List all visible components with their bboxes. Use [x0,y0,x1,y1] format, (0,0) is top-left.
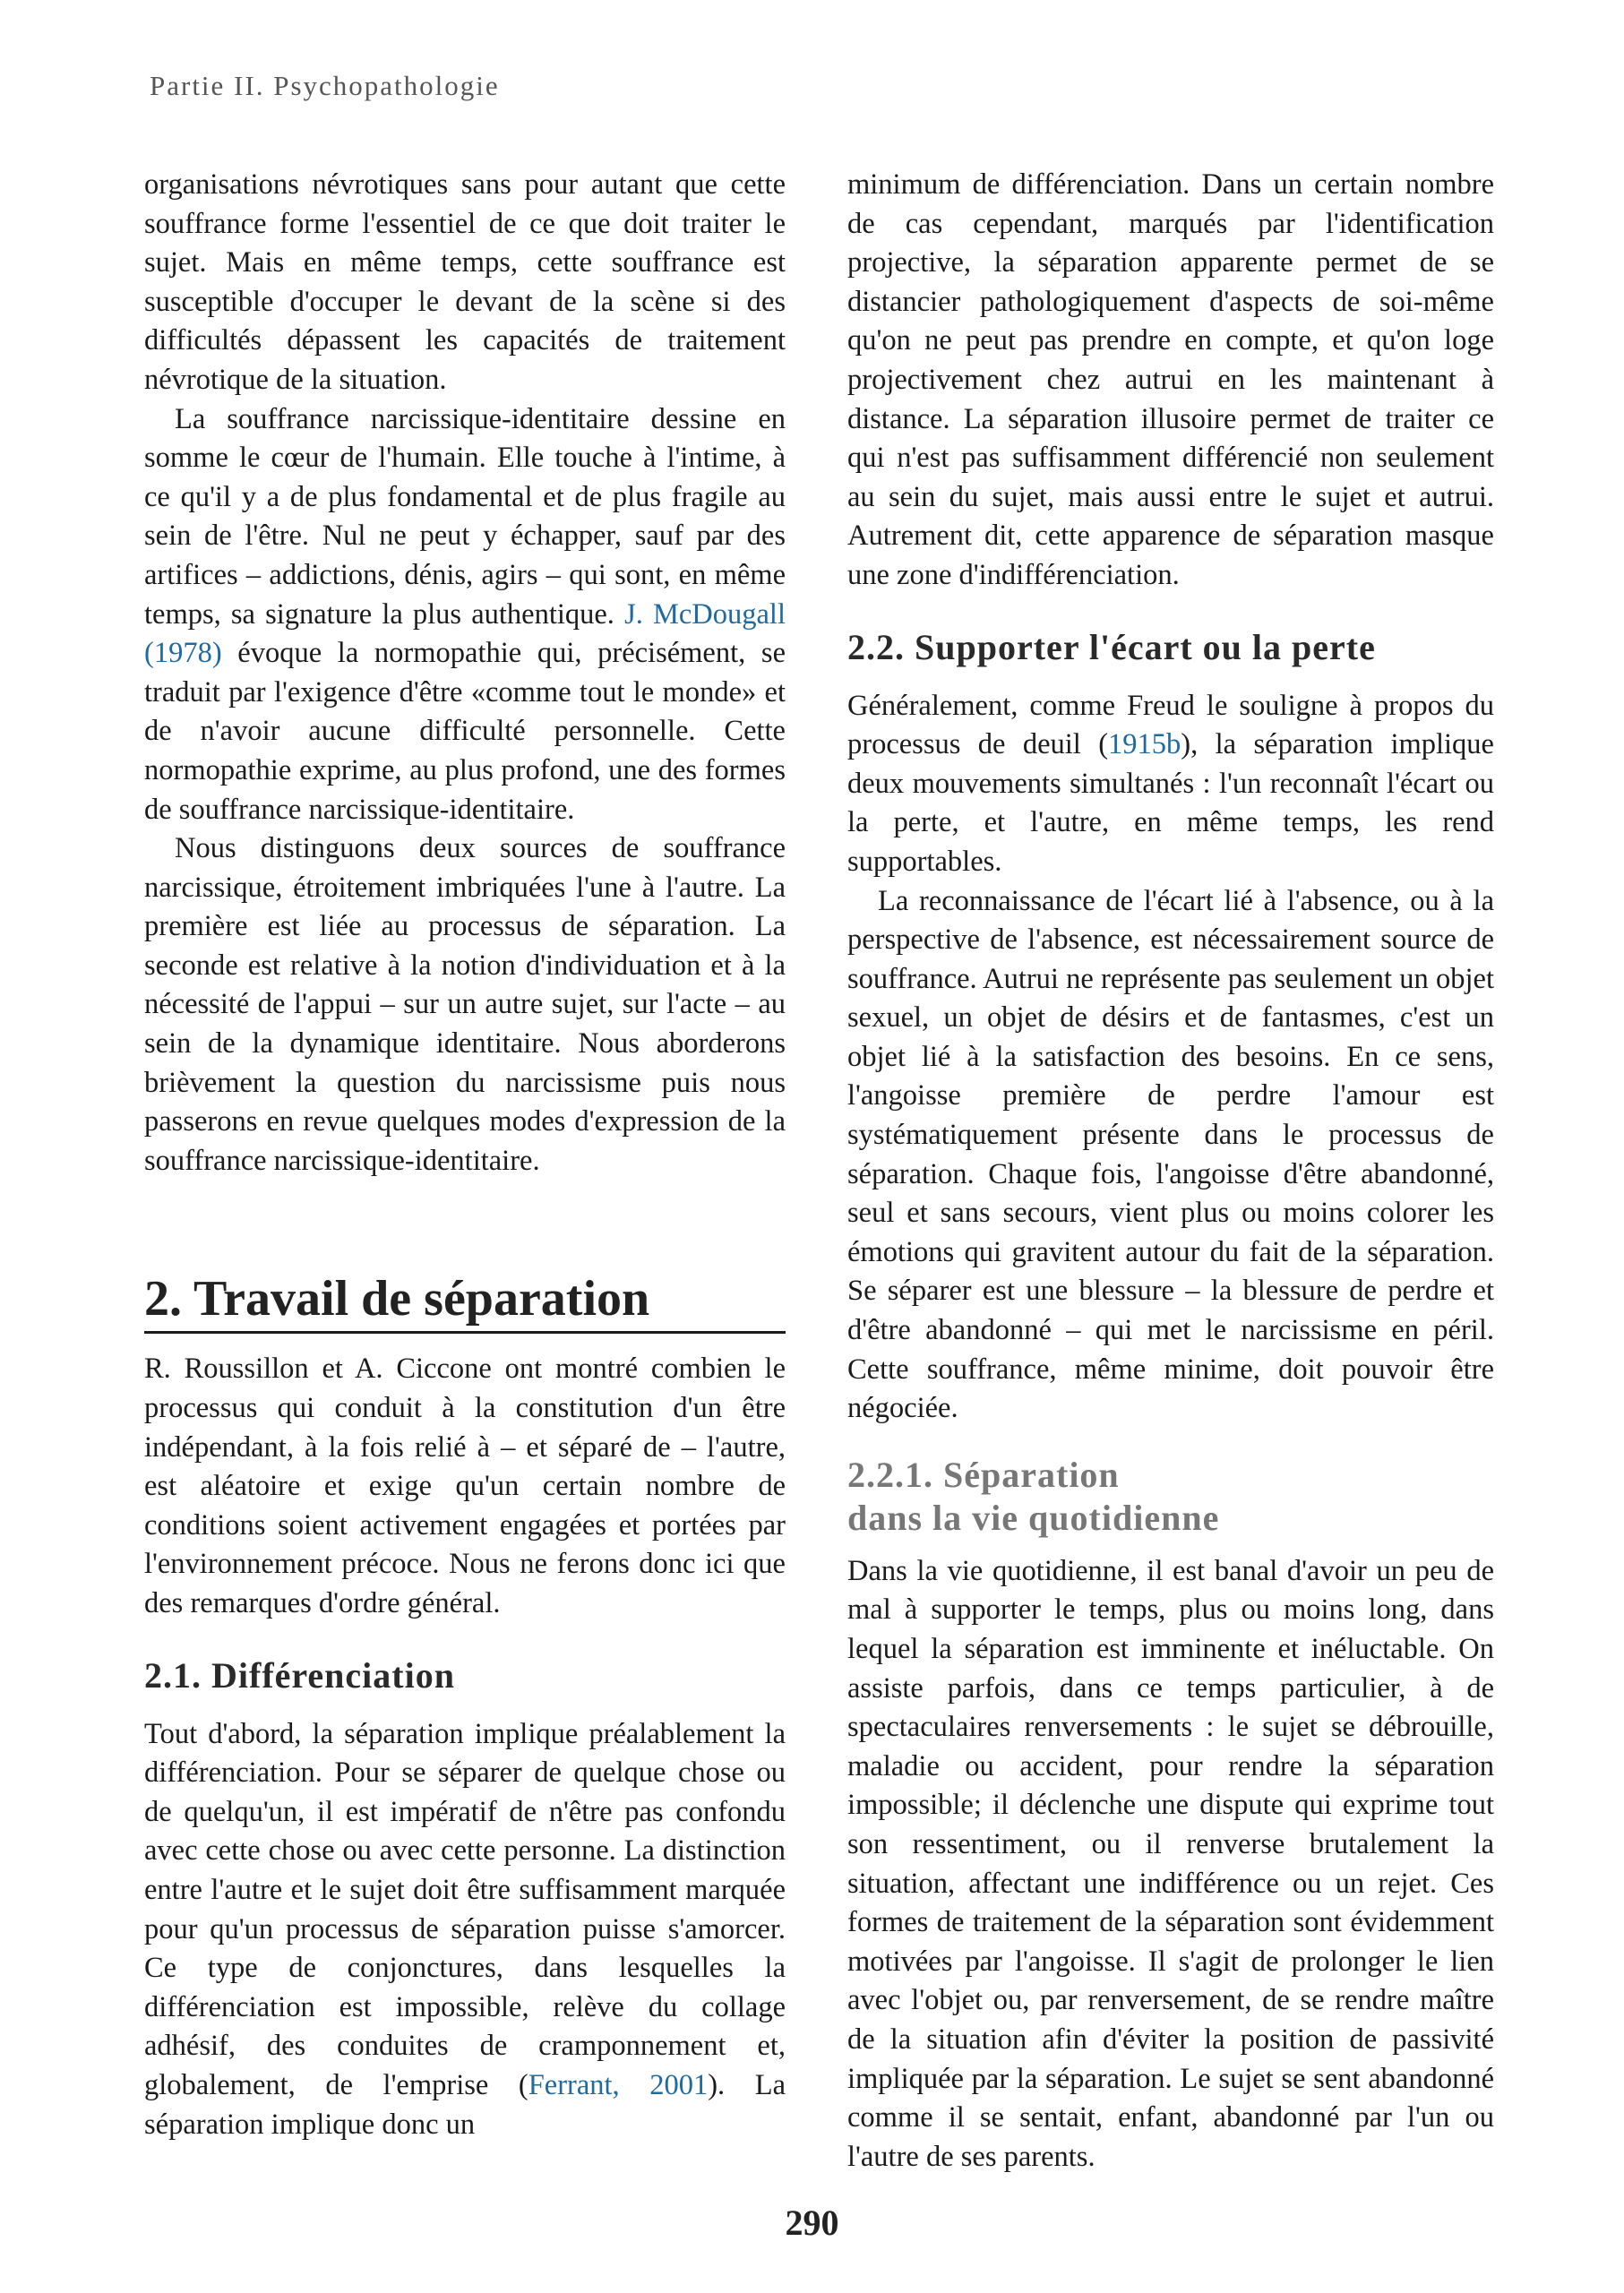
citation-link[interactable]: Ferrant, 2001 [528,2068,709,2101]
subsection-heading: 2.1. Différenciation [144,1654,455,1696]
text: ), la séparation implique deux mouvements simultanés : l'un reconnaît l'écart ou la perte, et l'autre, en même temps, les rend supportables. [847,728,1494,878]
paragraph: R. Roussillon et A. Ciccone ont montré combien le processus qui conduit à la constitution d'un être indépendant, à la fois relié à – et séparé de – l'autre, est aléatoire et exige qu'un certain nombre de conditions soient activement engagées et portées par l'environnement précoce. Nous ne ferons donc ici que des remarques d'ordre général. [144,1353,786,1619]
section-heading: 2. Travail de séparation [144,1270,786,1334]
text: évoque la normopathie qui, précisément, se traduit par l'exigence d'être «comme tout le monde» et de n'avoir aucune difficulté personnelle. Cette normopathie exprime, au plus profond, une des formes de souffrance narcissique-identitaire. [144,637,786,826]
subsection-heading: 2.2. Supporter l'écart ou la perte [847,626,1376,667]
paragraph: Nous distinguons deux sources de souffrance narcissique, étroitement imbriquées l'une à l'autre. La première est liée au processus de séparation. La seconde est relative à la notion d'individuation et à la nécessité de l'appui – sur un autre sujet, sur l'acte – au sein de la dynamique identitaire. Nous aborderons brièvement la question du narcissisme puis nous passerons en revue quelques modes d'expression de la souffrance narcissique-identitaire. [144,832,786,1177]
paragraph [144,1715,786,2145]
left-column [144,166,786,2144]
text: La souffrance narcissique-identitaire dessine en somme le cœur de l'humain. Elle touche à l'intime, à ce qu'il y a de plus fondamental et de plus fragile au sein de l'être. Nul ne peut y échapper, sauf par des artifices – addictions, dénis, agirs – qui sont, en même temps, sa signature la plus authentique. [144,402,786,631]
text: Tout d'abord, la séparation implique préalablement la différenciation. Pour se séparer de quelque chose ou de quelqu'un, il est impératif de n'être pas confondu avec cette chose ou avec cette personne. La distinction entre l'autre et le sujet doit être suffisamment marquée pour qu'un processus de séparation puisse s'amorcer. Ce type de conjonctures, dans lesquelles la différenciation est impossible, relève du collage adhésif, des conduites de cramponnement et, globalement, de l'emprise ( [144,1717,786,2101]
paragraph: organisations névrotiques sans pour autant que cette souffrance forme l'essentiel de ce que doit traiter le sujet. Mais en même temps, cette souffrance est susceptible d'occuper le devant de la scène si des difficultés dépassent les capacités de traitement névrotique de la situation. [144,168,786,396]
text: ). La séparation implique donc un [144,2068,786,2141]
heading-line: 2.2.1. Séparation [847,1454,1120,1495]
paragraph: Dans la vie quotidienne, il est banal d'avoir un peu de mal à supporter le temps, plus ou moins long, dans lequel la séparation est imminente et inéluctable. On assiste parfois, dans ce temps particulier, à de spectaculaires renversements : le sujet se débrouille, maladie ou accident, pour rendre la séparation impossible; il déclenche une dispute qui exprime tout son ressentiment, ou il renverse brutalement la situation, affectant une indifférence ou un rejet. Ces formes de traitement de la séparation sont évidemment motivées par l'angoisse. Il s'agit de prolonger le lien avec l'objet ou, par renversement, de se rendre maître de la situation afin d'éviter la position de passivité impliquée par la séparation. Le sujet se sent abandonné comme il se sentait, enfant, abandonné par l'un ou l'autre de ses parents. [847,1554,1494,2173]
subsubsection-heading [847,1454,1494,1540]
page-number: 290 [785,2203,839,2243]
citation-link[interactable]: 1915b [1108,728,1181,761]
running-head: Partie II. Psychopathologie [150,70,500,101]
paragraph: La reconnaissance de l'écart lié à l'absence, ou à la perspective de l'absence, est nécessairement source de souffrance. Autrui ne représente pas seulement un objet sexuel, un objet de désirs et de fantasmes, c'est un objet lié à la satisfaction des besoins. En ce sens, l'angoisse première de perdre l'amour est systématiquement présente dans le processus de séparation. Chaque fois, l'angoisse d'être abandonné, seul et sans secours, vient plus ou moins colorer les émotions qui gravitent autour du fait de la séparation. Se séparer est une blessure – la blessure de perdre et d'être abandonné – qui met le narcissisme en péril. Cette souffrance, même minime, doit pouvoir être négociée. [847,884,1494,1425]
citation-link[interactable]: J. McDougall (1978) [144,597,786,670]
right-column [847,166,1494,2177]
heading-line: dans la vie quotidienne [847,1497,1220,1538]
paragraph [144,400,786,830]
paragraph: minimum de différenciation. Dans un certain nombre de cas cependant, marqués par l'identification projective, la séparation apparente permet de se distancier pathologiquement d'aspects de soi-même qu'on ne peut pas prendre en compte, et qu'on loge projectivement chez autrui en les maintenant à distance. La séparation illusoire permet de traiter ce qui n'est pas suffisamment différencié non seulement au sein du sujet, mais aussi entre le sujet et autrui. Autrement dit, cette apparence de séparation masque une zone d'indifférenciation. [847,168,1494,591]
paragraph [847,687,1494,882]
text: Généralement, comme Freud le souligne à propos du processus de deuil ( [847,689,1494,761]
